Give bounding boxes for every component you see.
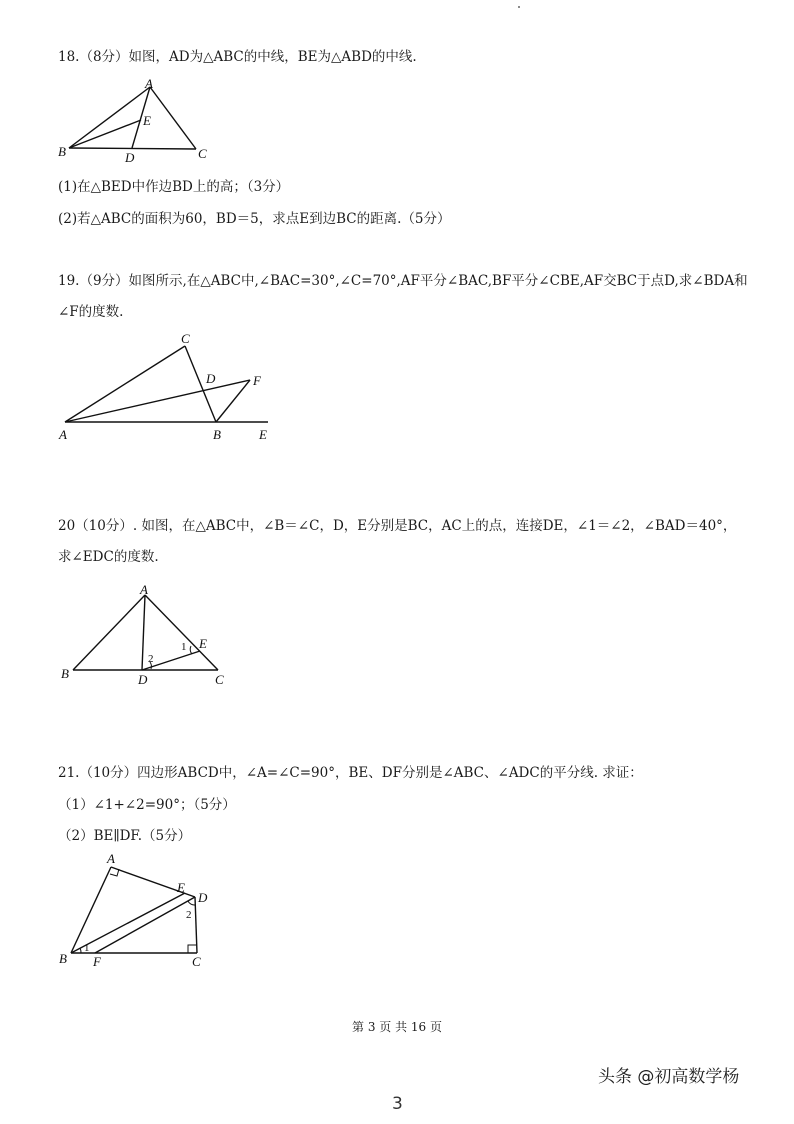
q21-part2: （2）BE∥DF.（5分） [58,828,192,844]
scan-speck [518,6,520,8]
q20-label-E: E [199,636,207,651]
q20-stem: 20（10分）. 如图，在△ABC中，∠B＝∠C，D，E分别是BC，AC上的点，连接DE，∠1＝∠2，∠BAD＝40°， [58,518,737,534]
q21-part1: （1）∠1+∠2=90°；（5分） [58,797,236,813]
q18-part2: (2)若△ABC的面积为60，BD＝5，求点E到边BC的距离.（5分） [58,211,451,227]
q19-label-E: E [259,427,267,442]
q21-label-A: A [107,851,115,866]
q18-side-BC [69,148,196,149]
q21-label-E: E [177,880,185,895]
q19-label-C: C [181,331,190,346]
q20-side-AB [73,595,145,670]
q19-label-D: D [206,371,216,386]
page-footer: 第 3 页 共 16 页 [352,1020,442,1034]
q18-label-A: A [145,78,153,91]
q20-label-A: A [140,582,148,597]
q21-angle-1: 1 [84,942,90,954]
page-number: 3 [392,1094,403,1114]
q21-label-D: D [198,890,208,905]
q19-label-A: A [59,427,67,442]
q21-bisector-DF [95,897,195,953]
q21-figure [55,850,225,970]
q19-stem-cont: ∠F的度数. [58,304,124,320]
q20-angle-1-arc [190,646,192,654]
q19-figure [55,325,285,450]
q21-label-B: B [59,951,67,966]
q18-stem: 18.（8分）如图，AD为△ABC的中线，BE为△ABD的中线. [58,49,417,65]
watermark: 头条 @初高数学杨 [598,1067,740,1087]
q21-angle-1-arc [80,948,81,953]
q20-label-C: C [215,672,224,687]
q21-label-C: C [192,954,201,969]
q20-side-AC [145,595,218,670]
q20-figure [55,580,235,690]
q18-side-AC [150,87,196,149]
q18-median-BE [69,120,141,148]
q21-right-angle-C [188,945,196,953]
q21-stem: 21.（10分）四边形ABCD中，∠A=∠C=90°，BE、DF分别是∠ABC、∠ADC的平分线. 求证： [58,765,643,781]
q20-segment-AD [142,595,145,670]
q18-label-E: E [143,113,151,128]
q18-label-C: C [198,146,207,161]
q21-side-AB [71,867,111,953]
q20-label-B: B [61,666,69,681]
q19-side-AC [65,346,185,422]
q21-label-F: F [93,954,101,969]
q18-label-B: B [58,144,66,159]
q20-angle-1: 1 [181,641,187,653]
q19-stem: 19.（9分）如图所示,在△ABC中,∠BAC=30°,∠C=70°,AF平分∠BAC,BF平分∠CBE,AF交BC于点D,求∠BDA和 [58,273,748,289]
q20-stem-cont: 求∠EDC的度数. [58,549,159,565]
q21-angle-2: 2 [186,909,192,921]
q19-label-F: F [253,373,261,388]
q21-angle-2-arc [188,901,195,905]
q18-label-D: D [125,150,135,165]
q19-label-B: B [213,427,221,442]
q18-figure [55,78,225,168]
q18-part1: (1)在△BED中作边BD上的高；（3分） [58,179,290,195]
q19-bisector-AF [65,380,250,422]
q18-side-AB [69,87,150,148]
q20-label-D: D [138,672,148,687]
q20-angle-2: 2 [148,653,154,665]
